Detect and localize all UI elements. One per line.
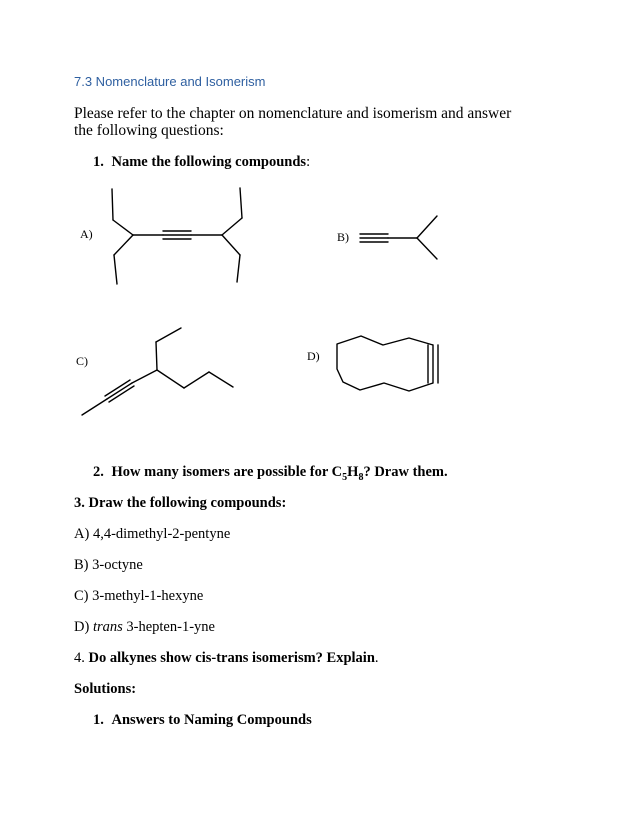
question-4: 4. Do alkynes show cis-trans isomerism? Explain.	[74, 650, 379, 666]
question-2	[93, 464, 448, 483]
section-heading: 7.3 Nomenclature and Isomerism	[74, 74, 266, 89]
question-3-heading: 3. Draw the following compounds:	[74, 495, 287, 511]
answers-heading: 1. Answers to Naming Compounds	[93, 712, 312, 728]
intro-paragraph: Please refer to the chapter on nomenclature and isomerism and answer the following questions:	[74, 105, 512, 139]
molecule-label-b: B)	[337, 230, 349, 244]
molecule-label-d: D)	[307, 349, 320, 363]
molecule-label-a: A)	[80, 227, 93, 241]
question-1-text: Name the following compounds	[111, 154, 307, 170]
question-1-number: 1.	[93, 154, 104, 170]
solutions-heading: Solutions:	[74, 681, 137, 697]
molecule-label-c: C)	[76, 354, 88, 368]
question-1-colon: :	[306, 154, 311, 170]
question-2-text: How many isomers are possible for $C_5H_8$? Draw them.	[111, 464, 448, 483]
question-2-number: 2.	[93, 464, 104, 480]
question-3-item-b: B) 3-octyne	[74, 557, 143, 573]
question-3-item-c: C) 3-methyl-1-hexyne	[74, 588, 204, 604]
question-3-item-a: A) 4,4-dimethyl-2-pentyne	[74, 526, 231, 542]
question-3-item-d: D) trans 3-hepten-1-yne	[74, 619, 215, 635]
